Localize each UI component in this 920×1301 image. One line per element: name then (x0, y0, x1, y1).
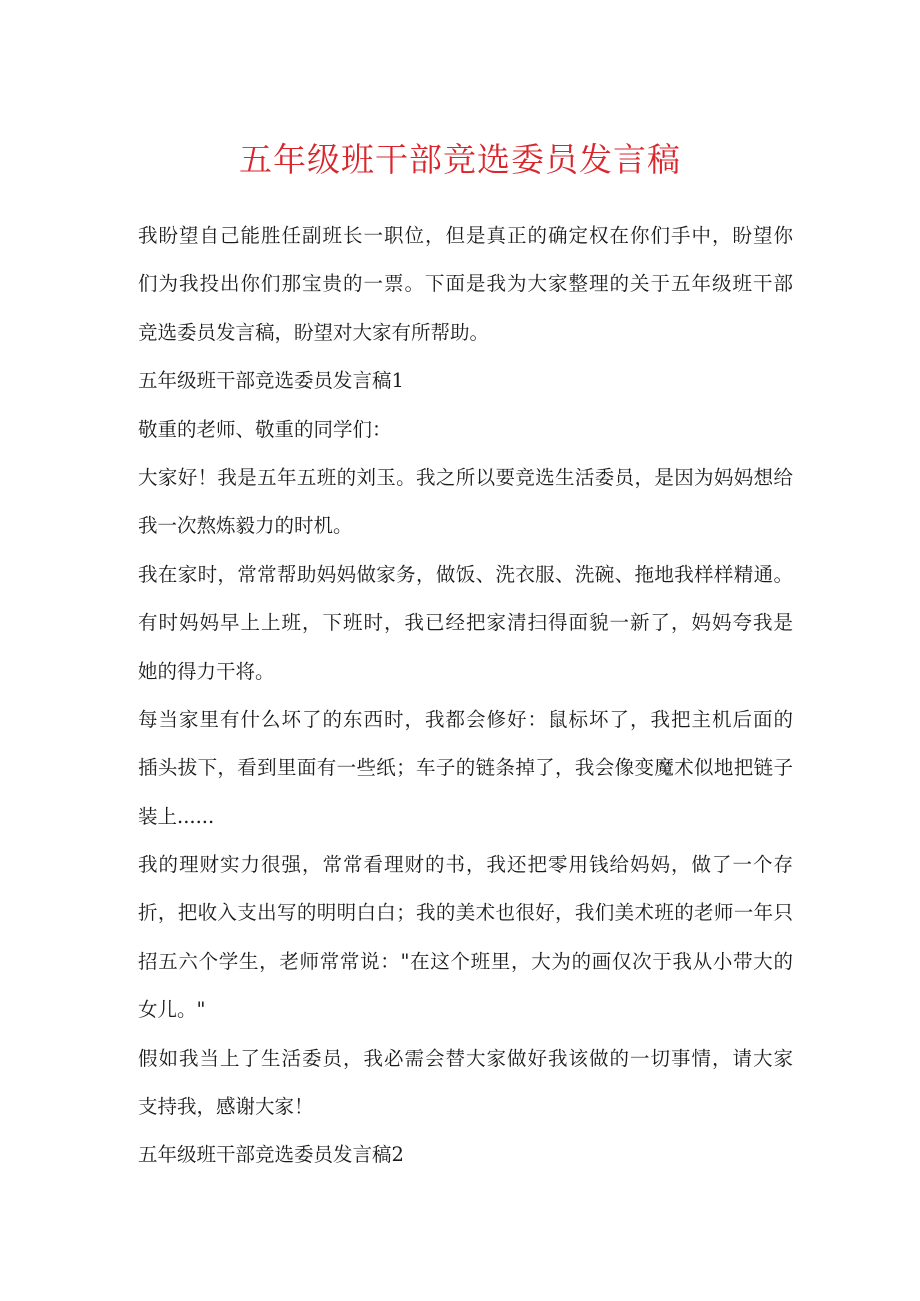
text-line: 们为我投出你们那宝贵的一票。下面是我为大家整理的关于五年级班干部 (138, 272, 793, 296)
text-line: 支持我，感谢大家！ (138, 1095, 314, 1119)
text-line: 假如我当上了生活委员，我必需会替大家做好我该做的一切事情，请大家 (138, 1046, 793, 1070)
document-title: 五年级班干部竞选委员发言稿 (239, 140, 681, 179)
text-line: 装上...... (138, 804, 215, 828)
text-line: 女儿。" (138, 998, 206, 1022)
text-line: 敬重的老师、敬重的同学们： (138, 417, 392, 441)
text-line: 我一次熬炼毅力的时机。 (138, 514, 353, 538)
text-line: 插头拔下，看到里面有一些纸；车子的链条掉了，我会像变魔术似地把链子 (138, 756, 793, 780)
text-line: 竞选委员发言稿，盼望对大家有所帮助。 (138, 320, 490, 344)
text-line: 折，把收入支出写的明明白白；我的美术也很好，我们美术班的老师一年只 (138, 901, 793, 925)
text-line: 我盼望自己能胜任副班长一职位，但是真正的确定权在你们手中，盼望你 (138, 224, 793, 247)
text-line: 招五六个学生，老师常常说："在这个班里，大为的画仅次于我从小带大的 (138, 949, 793, 973)
text-line: 大家好！我是五年五班的刘玉。我之所以要竞选生活委员，是因为妈妈想给 (138, 465, 793, 489)
text-line: 她的得力干将。 (138, 659, 275, 683)
text-line: 每当家里有什么坏了的东西时，我都会修好：鼠标坏了，我把主机后面的 (138, 707, 793, 731)
text-line: 我在家时，常常帮助妈妈做家务，做饭、洗衣服、洗碗、拖地我样样精通。 (138, 562, 793, 586)
text-line: 我的理财实力很强，常常看理财的书，我还把零用钱给妈妈，做了一个存 (138, 853, 793, 877)
text-line: 有时妈妈早上上班，下班时，我已经把家清扫得面貌一新了，妈妈夸我是 (138, 611, 793, 635)
text-line: 五年级班干部竞选委员发言稿1 (138, 369, 404, 393)
document-body (138, 216, 793, 1184)
text-line: 五年级班干部竞选委员发言稿2 (138, 1143, 404, 1167)
